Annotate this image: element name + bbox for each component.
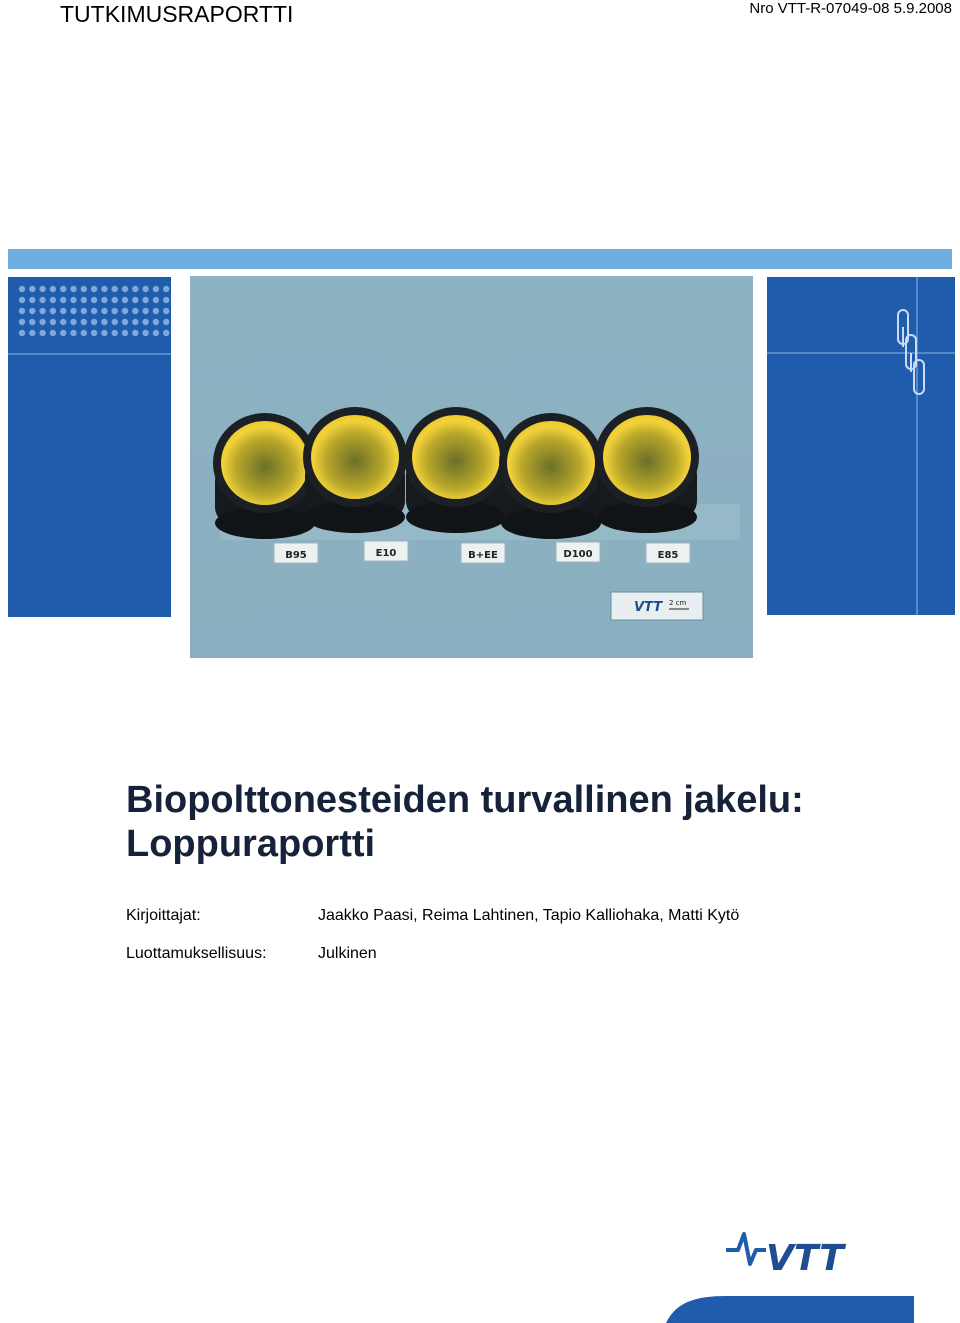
sample-label-4 (556, 542, 600, 562)
sample-label-2 (364, 541, 408, 561)
photo-logo-text: VTT (634, 600, 663, 615)
sample-e10 (303, 407, 407, 533)
authors-label: Kirjoittajat: (126, 907, 201, 924)
sample-label-1 (274, 543, 318, 563)
report-title-line2: Loppuraportti (126, 823, 376, 865)
confidentiality-value: Julkinen (318, 945, 377, 962)
sample-label-text: B+EE (468, 550, 498, 561)
vtt-logo-text: VTT (766, 1238, 844, 1274)
confidentiality-label: Luottamuksellisuus: (126, 945, 267, 962)
sample-b-ee (404, 407, 508, 533)
sample-label-text: D100 (563, 549, 593, 560)
sample-e85 (595, 407, 699, 533)
sample-label-text: B95 (285, 550, 307, 561)
sample-label-text: E10 (375, 548, 397, 559)
sample-b95 (213, 413, 317, 539)
sample-label-5 (646, 543, 690, 563)
sample-d100 (499, 413, 603, 539)
sample-label-3 (461, 543, 505, 563)
footer-swoosh-graphic (666, 1290, 914, 1323)
cover-photo-fuel-samples (190, 276, 753, 658)
report-title (126, 778, 906, 866)
vtt-logo (726, 1226, 854, 1274)
authors-value: Jaakko Paasi, Reima Lahtinen, Tapio Kalliohaka, Matti Kytö (318, 907, 740, 924)
header-stripe (8, 249, 952, 269)
report-type: TUTKIMUSRAPORTTI (60, 1, 294, 27)
report-number: Nro VTT-R-07049-08 5.9.2008 (749, 0, 952, 17)
report-title-line1: Biopolttonesteiden turvallinen jakelu: (126, 779, 804, 821)
right-brand-panel (767, 277, 955, 615)
photo-scale-label: 2 cm (669, 599, 687, 607)
left-brand-panel (8, 277, 171, 617)
photo-scale-card (611, 592, 703, 620)
link-symbol-icon (767, 277, 955, 615)
dot-grid-pattern (8, 277, 171, 617)
sample-label-text: E85 (657, 550, 679, 561)
